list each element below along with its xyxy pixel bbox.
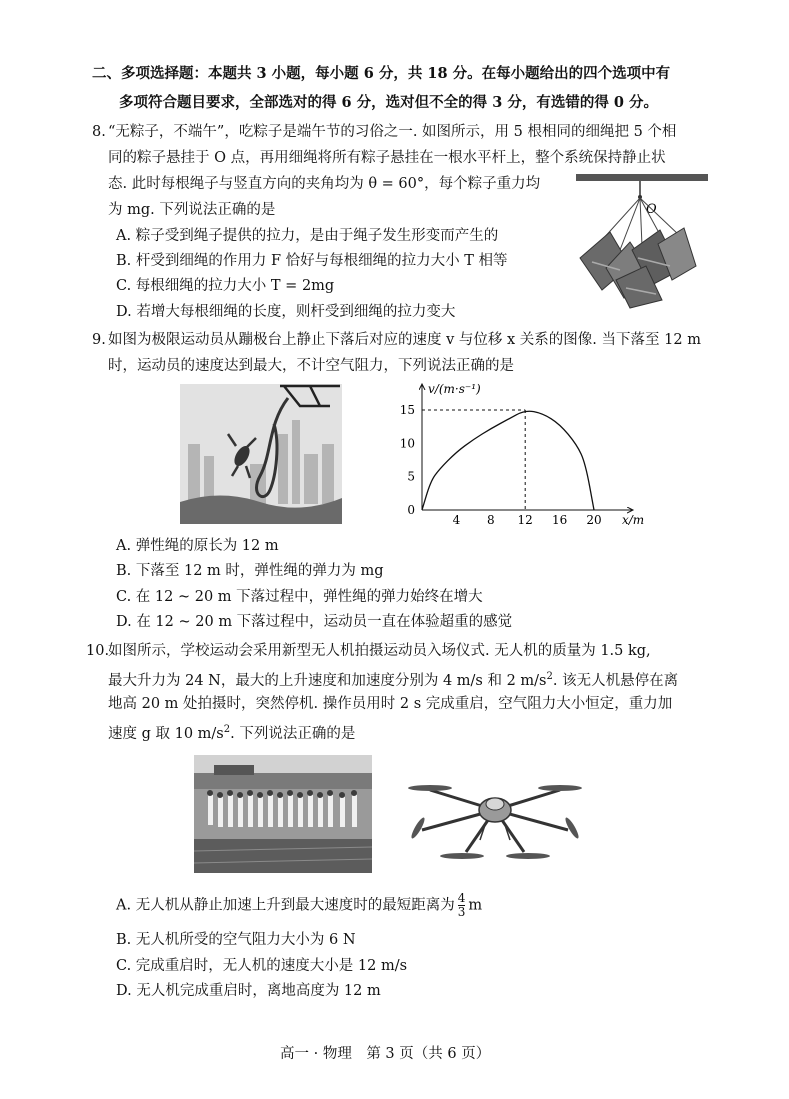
q10-line4-pre: 速度 g 取 10 m/s [108, 725, 224, 742]
horizontal-bar [576, 174, 708, 181]
q10-line2-post: . 该无人机悬停在离 [552, 672, 679, 689]
y-axis-label: v/(m·s⁻¹) [428, 382, 481, 396]
fraction-denominator: 3 [457, 905, 466, 919]
q10-option-a-fraction [458, 892, 466, 919]
q10-line2 [108, 667, 678, 691]
q9-number: 9. [92, 332, 106, 348]
q10-option-c: C. 完成重启时，无人机的速度大小是 12 m/s [116, 958, 408, 974]
drone-figure [400, 760, 590, 870]
x-tick-label: 4 [452, 513, 461, 527]
q10-option-a-text: A. 无人机从静止加速上升到最大速度时的最短距离为 [116, 897, 455, 914]
zongzi-cluster [580, 228, 696, 308]
point-o-label: O [646, 202, 657, 217]
x-tick-label: 8 [486, 513, 495, 527]
q8-line4: 为 mg. 下列说法正确的是 [108, 202, 276, 218]
fraction-numerator: 4 [457, 891, 466, 905]
q10-line2-pre: 最大升力为 24 N，最大的上升速度和加速度分别为 4 m/s 和 2 m/s [108, 672, 547, 689]
section-heading-line2: 多项符合题目要求，全部选对的得 6 分，选对但不全的得 3 分，有选错的得 0 分。 [119, 94, 659, 111]
q8-line2: 同的粽子悬挂于 O 点，再用细绳将所有粽子悬挂在一根水平杆上，整个系统保持静止状 [108, 150, 666, 166]
y-tick-label: 5 [407, 469, 415, 484]
q8-line1: “无粽子，不端午”，吃粽子是端午节的习俗之一. 如图所示，用 5 根相同的细绳把 5 个相 [108, 124, 677, 140]
q9-option-d: D. 在 12 ~ 20 m 下落过程中，运动员一直在体验超重的感觉 [116, 614, 513, 630]
y-tick-label: 0 [407, 503, 415, 517]
q9-line2: 时，运动员的速度达到最大，不计空气阻力，下列说法正确的是 [108, 358, 514, 374]
page-footer: 高一 · 物理 第 3 页（共 6 页） [280, 1046, 491, 1062]
q10-line2-sup: 2 [546, 671, 553, 682]
zongzi-figure [572, 170, 710, 310]
q10-line3: 地高 20 m 处拍摄时，突然停机. 操作员用时 2 s 完成重启，空气阻力大小恒定，重力加 [108, 696, 673, 712]
x-tick-label: 12 [517, 513, 533, 527]
q9-line1: 如图为极限运动员从蹦极台上静止下落后对应的速度 v 与位移 x 关系的图像. 当下落至 12 m [108, 332, 701, 348]
q10-option-a-unit: m [468, 897, 483, 914]
q9-option-a: A. 弹性绳的原长为 12 m [116, 538, 279, 554]
q10-line4-post: . 下列说法正确的是 [230, 725, 356, 742]
q8-option-c: C. 每根细绳的拉力大小 T = 2mg [116, 278, 335, 294]
y-tick-label: 10 [399, 436, 415, 451]
q10-option-d: D. 无人机完成重启时，离地高度为 12 m [116, 983, 381, 999]
x-tick-label: 20 [586, 513, 602, 527]
q10-line4-sup: 2 [223, 724, 231, 735]
section-heading-line1: 二、多项选择题：本题共 3 小题，每小题 6 分，共 18 分。在每小题给出的四个选项中有 [92, 65, 671, 82]
q10-option-b: B. 无人机所受的空气阻力大小为 6 N [116, 932, 356, 948]
y-tick-label: 15 [399, 403, 415, 417]
q10-line4 [108, 720, 355, 744]
q8-option-d: D. 若增大每根细绳的长度，则杆受到细绳的拉力变大 [116, 304, 456, 320]
chart-svg [385, 378, 645, 528]
q8-option-a: A. 粽子受到绳子提供的拉力，是由于绳子发生形变而产生的 [116, 228, 499, 244]
q8-number: 8. [92, 124, 106, 140]
q8-option-b: B. 杆受到细绳的作用力 F 恰好与每根细绳的拉力大小 T 相等 [116, 253, 508, 269]
parade-photo [194, 755, 372, 873]
x-tick-label: 16 [551, 513, 568, 527]
x-axis-label: x/m [622, 513, 645, 527]
velocity-displacement-chart [385, 378, 645, 528]
q10-option-a [116, 892, 482, 919]
velocity-curve [422, 411, 594, 510]
bungee-photo [180, 384, 342, 524]
q9-option-b: B. 下落至 12 m 时，弹性绳的弹力为 mg [116, 563, 384, 579]
q9-option-c: C. 在 12 ~ 20 m 下落过程中，弹性绳的弹力始终在增大 [116, 589, 483, 605]
q8-line3: 态. 此时每根绳子与竖直方向的夹角均为 θ = 60°，每个粽子重力均 [108, 176, 541, 192]
q10-number: 10. [86, 643, 110, 659]
q10-line1: 如图所示，学校运动会采用新型无人机拍摄运动员入场仪式. 无人机的质量为 1.5 kg, [108, 643, 651, 659]
